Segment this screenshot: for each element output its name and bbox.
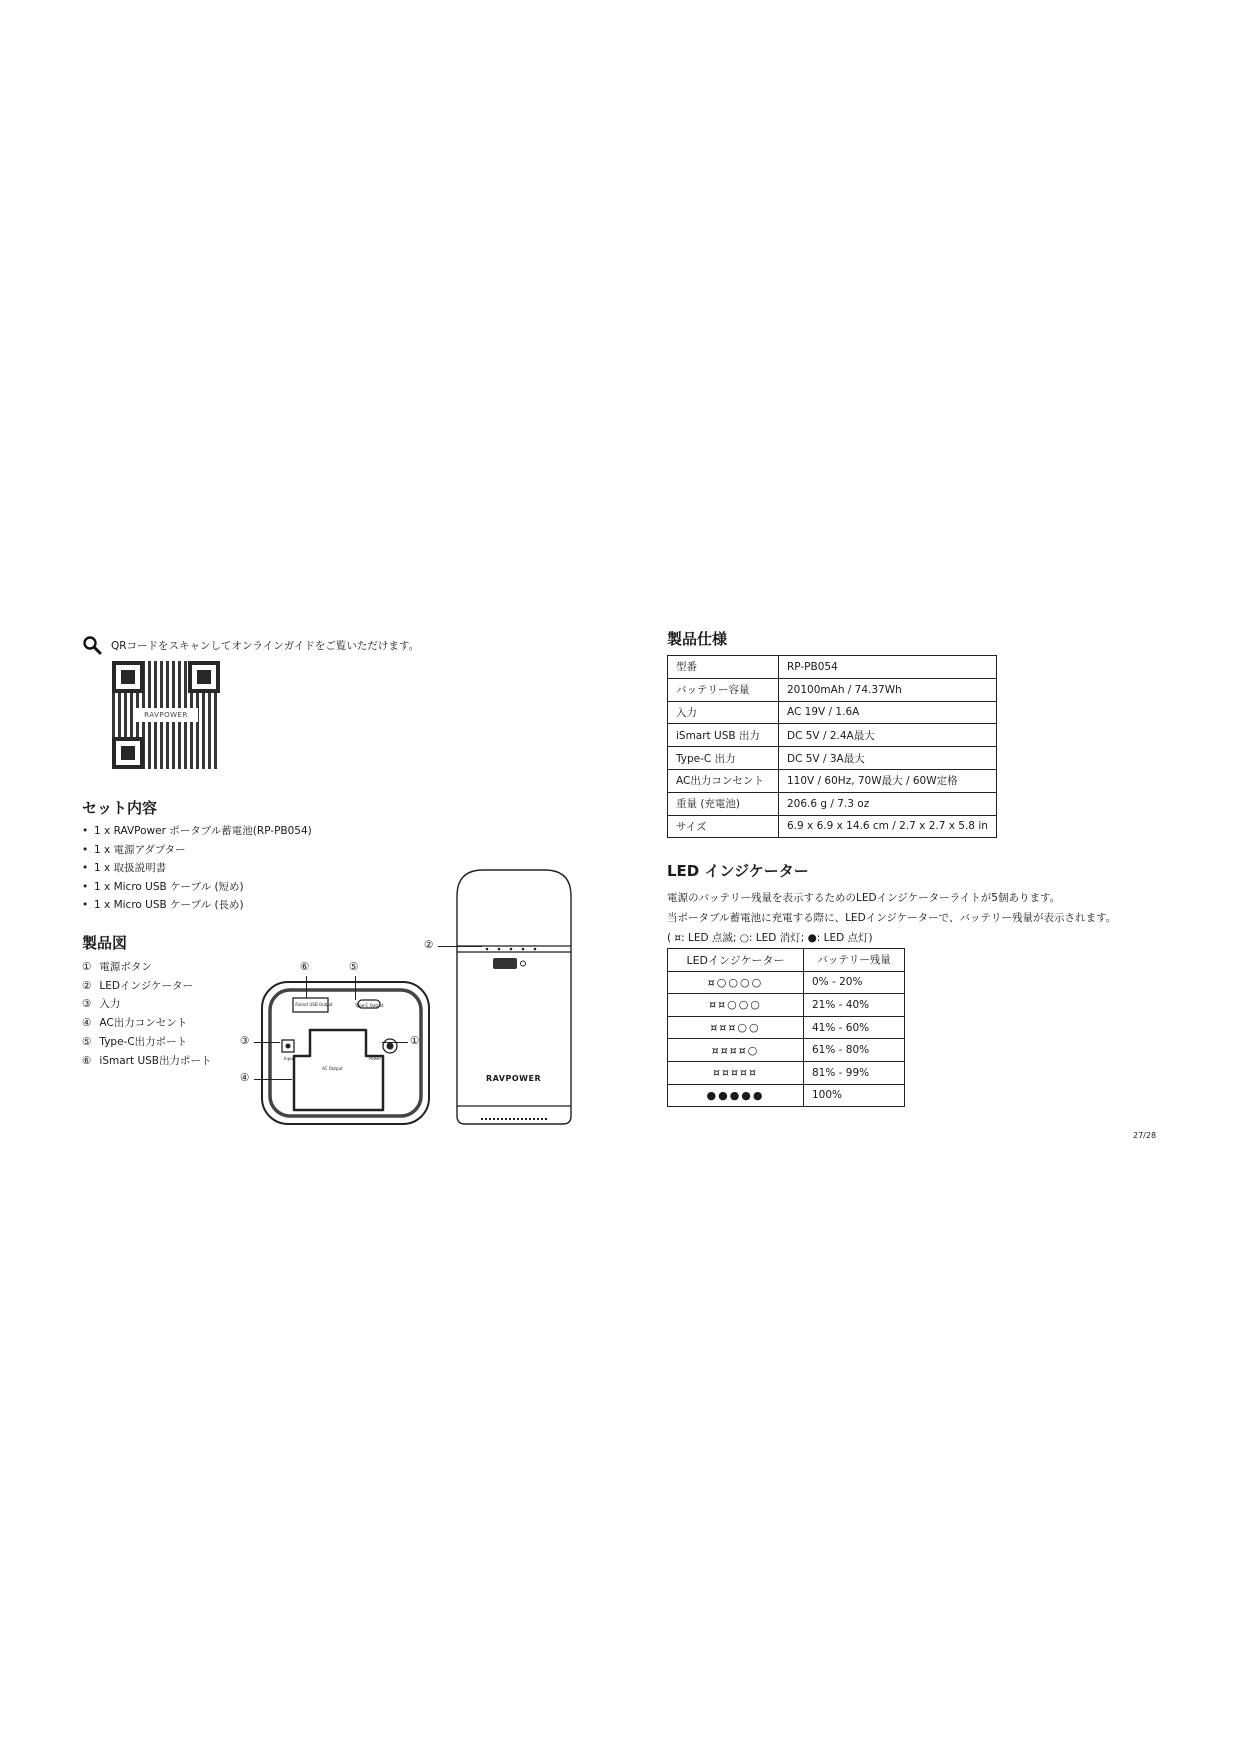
- table-row: バッテリー容量 20100mAh / 74.37Wh: [668, 678, 997, 701]
- table-row: ¤¤¤○○ 41% - 60%: [668, 1016, 905, 1039]
- device-top-view: [258, 978, 433, 1128]
- typec-port-label: Type-C Output: [355, 1003, 384, 1008]
- leader-line: [254, 1079, 292, 1080]
- qr-instruction: QRコードをスキャンしてオンラインガイドをご覧いただけます。: [111, 640, 420, 652]
- callout-4: ④: [240, 1072, 250, 1084]
- qr-finder-pattern: [112, 737, 144, 769]
- qr-logo: RAVPOWER: [134, 708, 198, 722]
- list-item: • 1 x Micro USB ケーブル (長め): [92, 896, 312, 915]
- table-row: ●●●●● 100%: [668, 1084, 905, 1107]
- table-row: Type-C 出力 DC 5V / 3A最大: [668, 747, 997, 770]
- led-heading: LED インジケーター: [667, 862, 809, 880]
- table-row: ¤¤¤¤¤ 81% - 99%: [668, 1061, 905, 1084]
- table-row: ¤¤○○○ 21% - 40%: [668, 994, 905, 1017]
- list-item: • 1 x RAVPower ポータブル蓄電池(RP-PB054): [92, 822, 312, 841]
- list-item: • 1 x 取扱説明書: [92, 859, 312, 878]
- device-side-view: [451, 866, 577, 1130]
- list-item: ④ AC出力コンセント: [82, 1017, 188, 1030]
- leader-line: [382, 1042, 408, 1043]
- search-icon: [82, 635, 102, 655]
- callout-1: ①: [410, 1035, 420, 1047]
- callout-6: ⑥: [300, 961, 310, 973]
- led-description-1: 電源のバッテリー残量を表示するためのLEDインジケーターライトが5個あります。: [667, 892, 1061, 904]
- list-item: ① 電源ボタン: [82, 961, 152, 973]
- list-item: ⑤ Type-C出力ポート: [82, 1035, 188, 1048]
- usb-port-label: iSmart USB Output: [295, 1002, 333, 1007]
- package-heading: セット内容: [82, 799, 158, 817]
- qr-finder-pattern: [112, 661, 144, 693]
- leader-line: [355, 976, 356, 1000]
- power-label: Power: [369, 1056, 382, 1061]
- table-header: LEDインジケーター バッテリー残量: [668, 949, 905, 972]
- table-row: ¤¤¤¤○ 61% - 80%: [668, 1039, 905, 1062]
- parts-list: [82, 958, 212, 1070]
- table-row: iSmart USB 出力 DC 5V / 2.4A最大: [668, 724, 997, 747]
- table-row: 型番 RP-PB054: [668, 656, 997, 679]
- package-list: [82, 822, 312, 915]
- list-item: ⑥ iSmart USB出力ポート: [82, 1054, 212, 1067]
- table-row: 重量 (充電池) 206.6 g / 7.3 oz: [668, 792, 997, 815]
- callout-5: ⑤: [349, 961, 359, 973]
- specs-table: [667, 655, 997, 838]
- table-row: ¤○○○○ 0% - 20%: [668, 971, 905, 994]
- table-row: サイズ 6.9 x 6.9 x 14.6 cm / 2.7 x 2.7 x 5.8 in: [668, 815, 997, 838]
- callout-3: ③: [240, 1035, 250, 1047]
- page-number: 27/28: [1133, 1131, 1157, 1140]
- callout-2: ②: [424, 939, 434, 951]
- input-label: Input: [284, 1056, 295, 1061]
- list-item: ③ 入力: [82, 998, 121, 1011]
- table-row: 入力 AC 19V / 1.6A: [668, 701, 997, 724]
- table-row: AC出力コンセント 110V / 60Hz, 70W最大 / 60W定格: [668, 769, 997, 792]
- qr-code[interactable]: [112, 661, 220, 769]
- device-brand: RAVPOWER: [486, 1074, 542, 1083]
- led-description-2: 当ポータブル蓄電池に充電する際に、LEDインジケーターで、バッテリー残量が表示されます。: [667, 912, 1117, 924]
- led-legend: ( ¤: LED 点滅; ○: LED 消灯; ●: LED 点灯): [667, 932, 873, 944]
- leader-line: [254, 1042, 280, 1043]
- led-table: [667, 948, 905, 1107]
- qr-finder-pattern: [188, 661, 220, 693]
- list-item: ② LEDインジケーター: [82, 979, 194, 992]
- diagram-heading: 製品図: [82, 934, 128, 952]
- specs-heading: 製品仕様: [667, 630, 728, 648]
- list-item: • 1 x 電源アダプター: [92, 841, 312, 860]
- list-item: • 1 x Micro USB ケーブル (短め): [92, 878, 312, 897]
- ac-output-label: AC Output: [322, 1066, 343, 1071]
- leader-line: [306, 976, 307, 998]
